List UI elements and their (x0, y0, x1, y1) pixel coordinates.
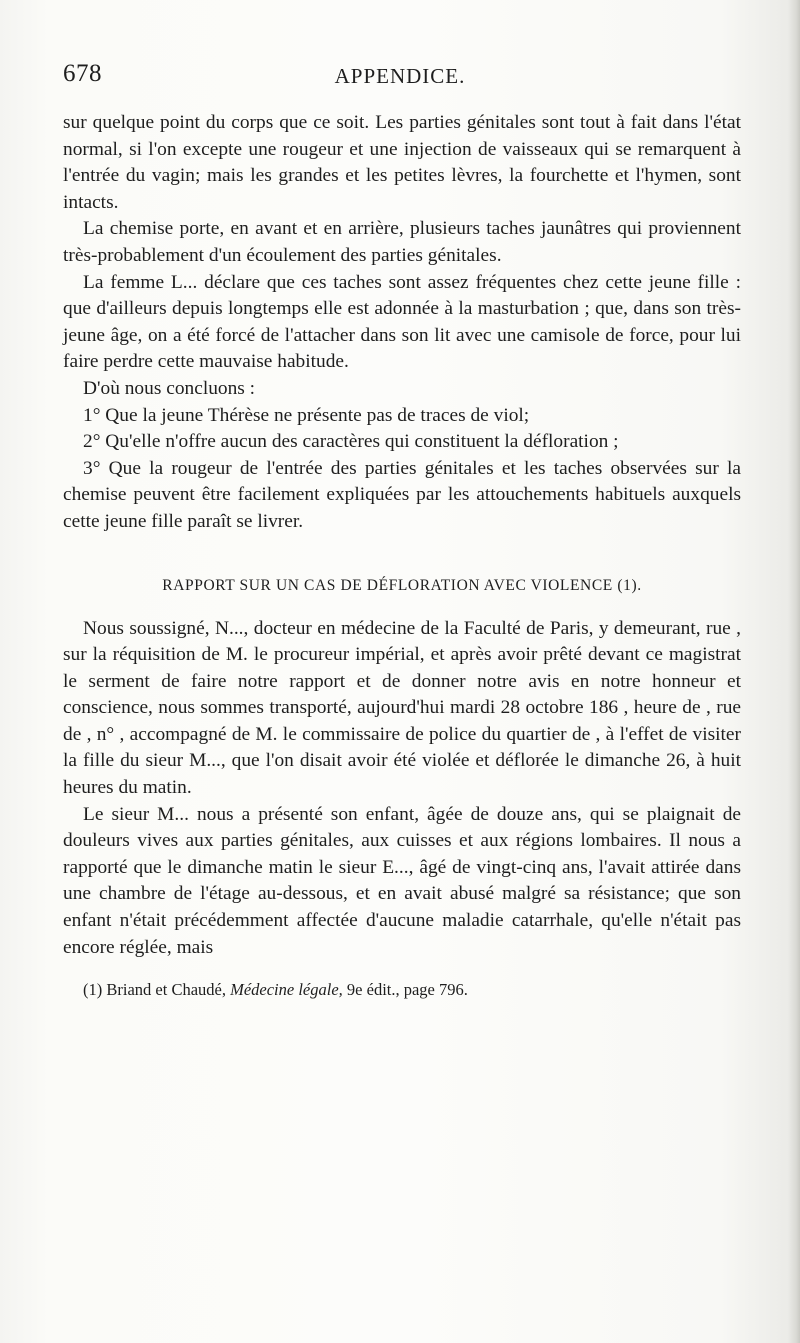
paragraph-declaration: La femme L... déclare que ces taches sont assez fréquentes chez cette jeune fille : que d'ailleurs depuis longtemps elle est adonnée à la masturbation ; que, dans son très-jeune âge, on a été forcé de l'attacher dans son lit avec une camisole de force, pour lui faire perdre cette mauvaise habitude. (63, 271, 741, 373)
page-edge-shadow (788, 0, 800, 1343)
page-header (63, 60, 737, 100)
footnote (63, 979, 741, 1001)
conclusion-item-1: 1° Que la jeune Thérèse ne présente pas de traces de viol; (83, 404, 530, 426)
page-number: 678 (63, 60, 102, 87)
footnote-title: Médecine légale, (230, 980, 343, 1000)
paragraph-continuation: sur quelque point du corps que ce soit. Les parties génitales sont tout à fait dans l'état normal, si l'on excepte une rougeur et une injection de vaisseaux qui se remarquent à l'entrée du vagin; mais les grandes et les petites lèvres, la fourchette et l'hymen, sont intacts. (63, 112, 741, 213)
conclusion-item-3: 3° Que la rougeur de l'entrée des parties génitales et les taches observées sur la chemise peuvent être facilement expliquées par les attouchements habituels auxquels cette jeune fille paraît se livrer. (63, 457, 741, 532)
report-paragraph-2: Le sieur M... nous a présenté son enfant, âgée de douze ans, qui se plaignait de douleurs vives aux parties génitales, aux cuisses et aux régions lombaires. Il nous a rapporté que le dimanche matin le sieur E..., âgé de vingt-cinq ans, l'avait attirée dans une chambre de l'étage au-dessous, et en avait abusé malgré sa résistance; que son enfant n'était précédemment affectée d'aucune maladie catarrhale, qu'elle n'était pas encore réglée, mais (63, 803, 741, 958)
body-text (63, 110, 741, 1001)
footnote-authors: Briand et Chaudé, (106, 980, 226, 1000)
paragraph-conclusion-intro: D'où nous concluons : (83, 377, 256, 399)
running-head: APPENDICE. (334, 64, 466, 88)
footnote-marker: (1) (83, 980, 103, 1000)
footnote-details: 9e édit., page 796. (346, 980, 468, 1000)
section-title: RAPPORT SUR UN CAS DE DÉFLORATION AVEC VIOLENCE (1). (162, 576, 642, 594)
paragraph-chemise: La chemise porte, en avant et en arrière, plusieurs taches jaunâtres qui proviennent très-probablement d'un écoulement des parties génitales. (63, 218, 741, 266)
conclusion-item-2: 2° Qu'elle n'offre aucun des caractères qui constituent la défloration ; (83, 431, 619, 453)
report-paragraph-1: Nous soussigné, N..., docteur en médecine de la Faculté de Paris, y demeurant, rue , sur la réquisition de M. le procureur impérial, et après avoir prêté devant ce magistrat le serment de faire notre rapport et de donner notre avis en notre honneur et conscience, nous sommes transporté, aujourd'hui mardi 28 octobre 186 , heure de , rue de , n° , accompagné de M. le commissaire de police du quartier de , à l'effet de visiter la fille du sieur M..., que l'on disait avoir été violée et déflorée le dimanche 26, à huit heures du matin. (63, 617, 741, 799)
